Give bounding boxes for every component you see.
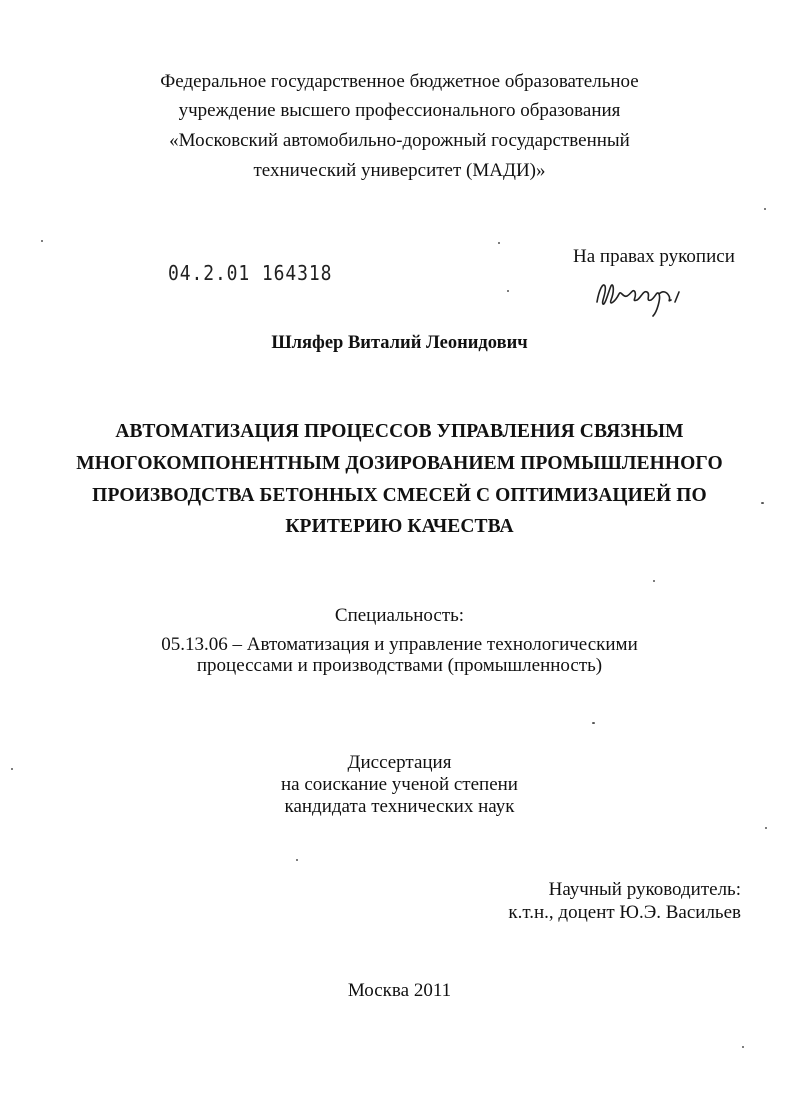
scan-speck [11, 768, 13, 770]
scan-speck [592, 722, 595, 724]
specialty-line-2: процессами и производствами (промышленность) [196, 655, 603, 676]
institution-line-2: учреждение высшего профессионального образования [178, 100, 621, 121]
author-name: Шляфер Виталий Леонидович [271, 333, 528, 353]
specialty-label: Специальность: [334, 605, 465, 626]
dissertation-line-3: кандидата технических наук [284, 796, 515, 817]
signature-icon [593, 272, 693, 320]
institution-line-3: «Московский автомобильно-дорожный государственный [169, 130, 630, 151]
scan-speck [765, 827, 767, 829]
title-line-3: ПРОИЗВОДСТВА БЕТОННЫХ СМЕСЕЙ С ОПТИМИЗАЦИЕЙ ПО [92, 485, 707, 506]
scan-speck [764, 208, 766, 210]
supervisor-name: к.т.н., доцент Ю.Э. Васильев [508, 902, 741, 923]
scan-speck [742, 1046, 744, 1048]
institution-line-4: технический университет (МАДИ)» [253, 160, 546, 181]
title-line-2: МНОГОКОМПОНЕНТНЫМ ДОЗИРОВАНИЕМ ПРОМЫШЛЕННОГО [76, 453, 723, 474]
scan-speck [507, 290, 509, 292]
scan-speck [296, 859, 298, 861]
supervisor-label: Научный руководитель: [548, 879, 741, 900]
institution-line-1: Федеральное государственное бюджетное образовательное [160, 71, 639, 92]
city-year: Москва 2011 [347, 980, 452, 1001]
scan-speck [498, 242, 500, 244]
specialty-line-1: 05.13.06 – Автоматизация и управление технологическими [161, 634, 638, 655]
dissertation-line-1: Диссертация [347, 752, 452, 773]
scan-speck [653, 580, 655, 582]
manuscript-note: На правах рукописи [573, 246, 735, 267]
stamp-number: 04.2.01 164318 [168, 261, 333, 285]
scan-speck [41, 240, 43, 242]
title-line-1: АВТОМАТИЗАЦИЯ ПРОЦЕССОВ УПРАВЛЕНИЯ СВЯЗНЫМ [115, 421, 684, 442]
title-line-4: КРИТЕРИЮ КАЧЕСТВА [285, 516, 514, 537]
dissertation-line-2: на соискание ученой степени [281, 774, 518, 795]
scan-speck [761, 502, 764, 504]
